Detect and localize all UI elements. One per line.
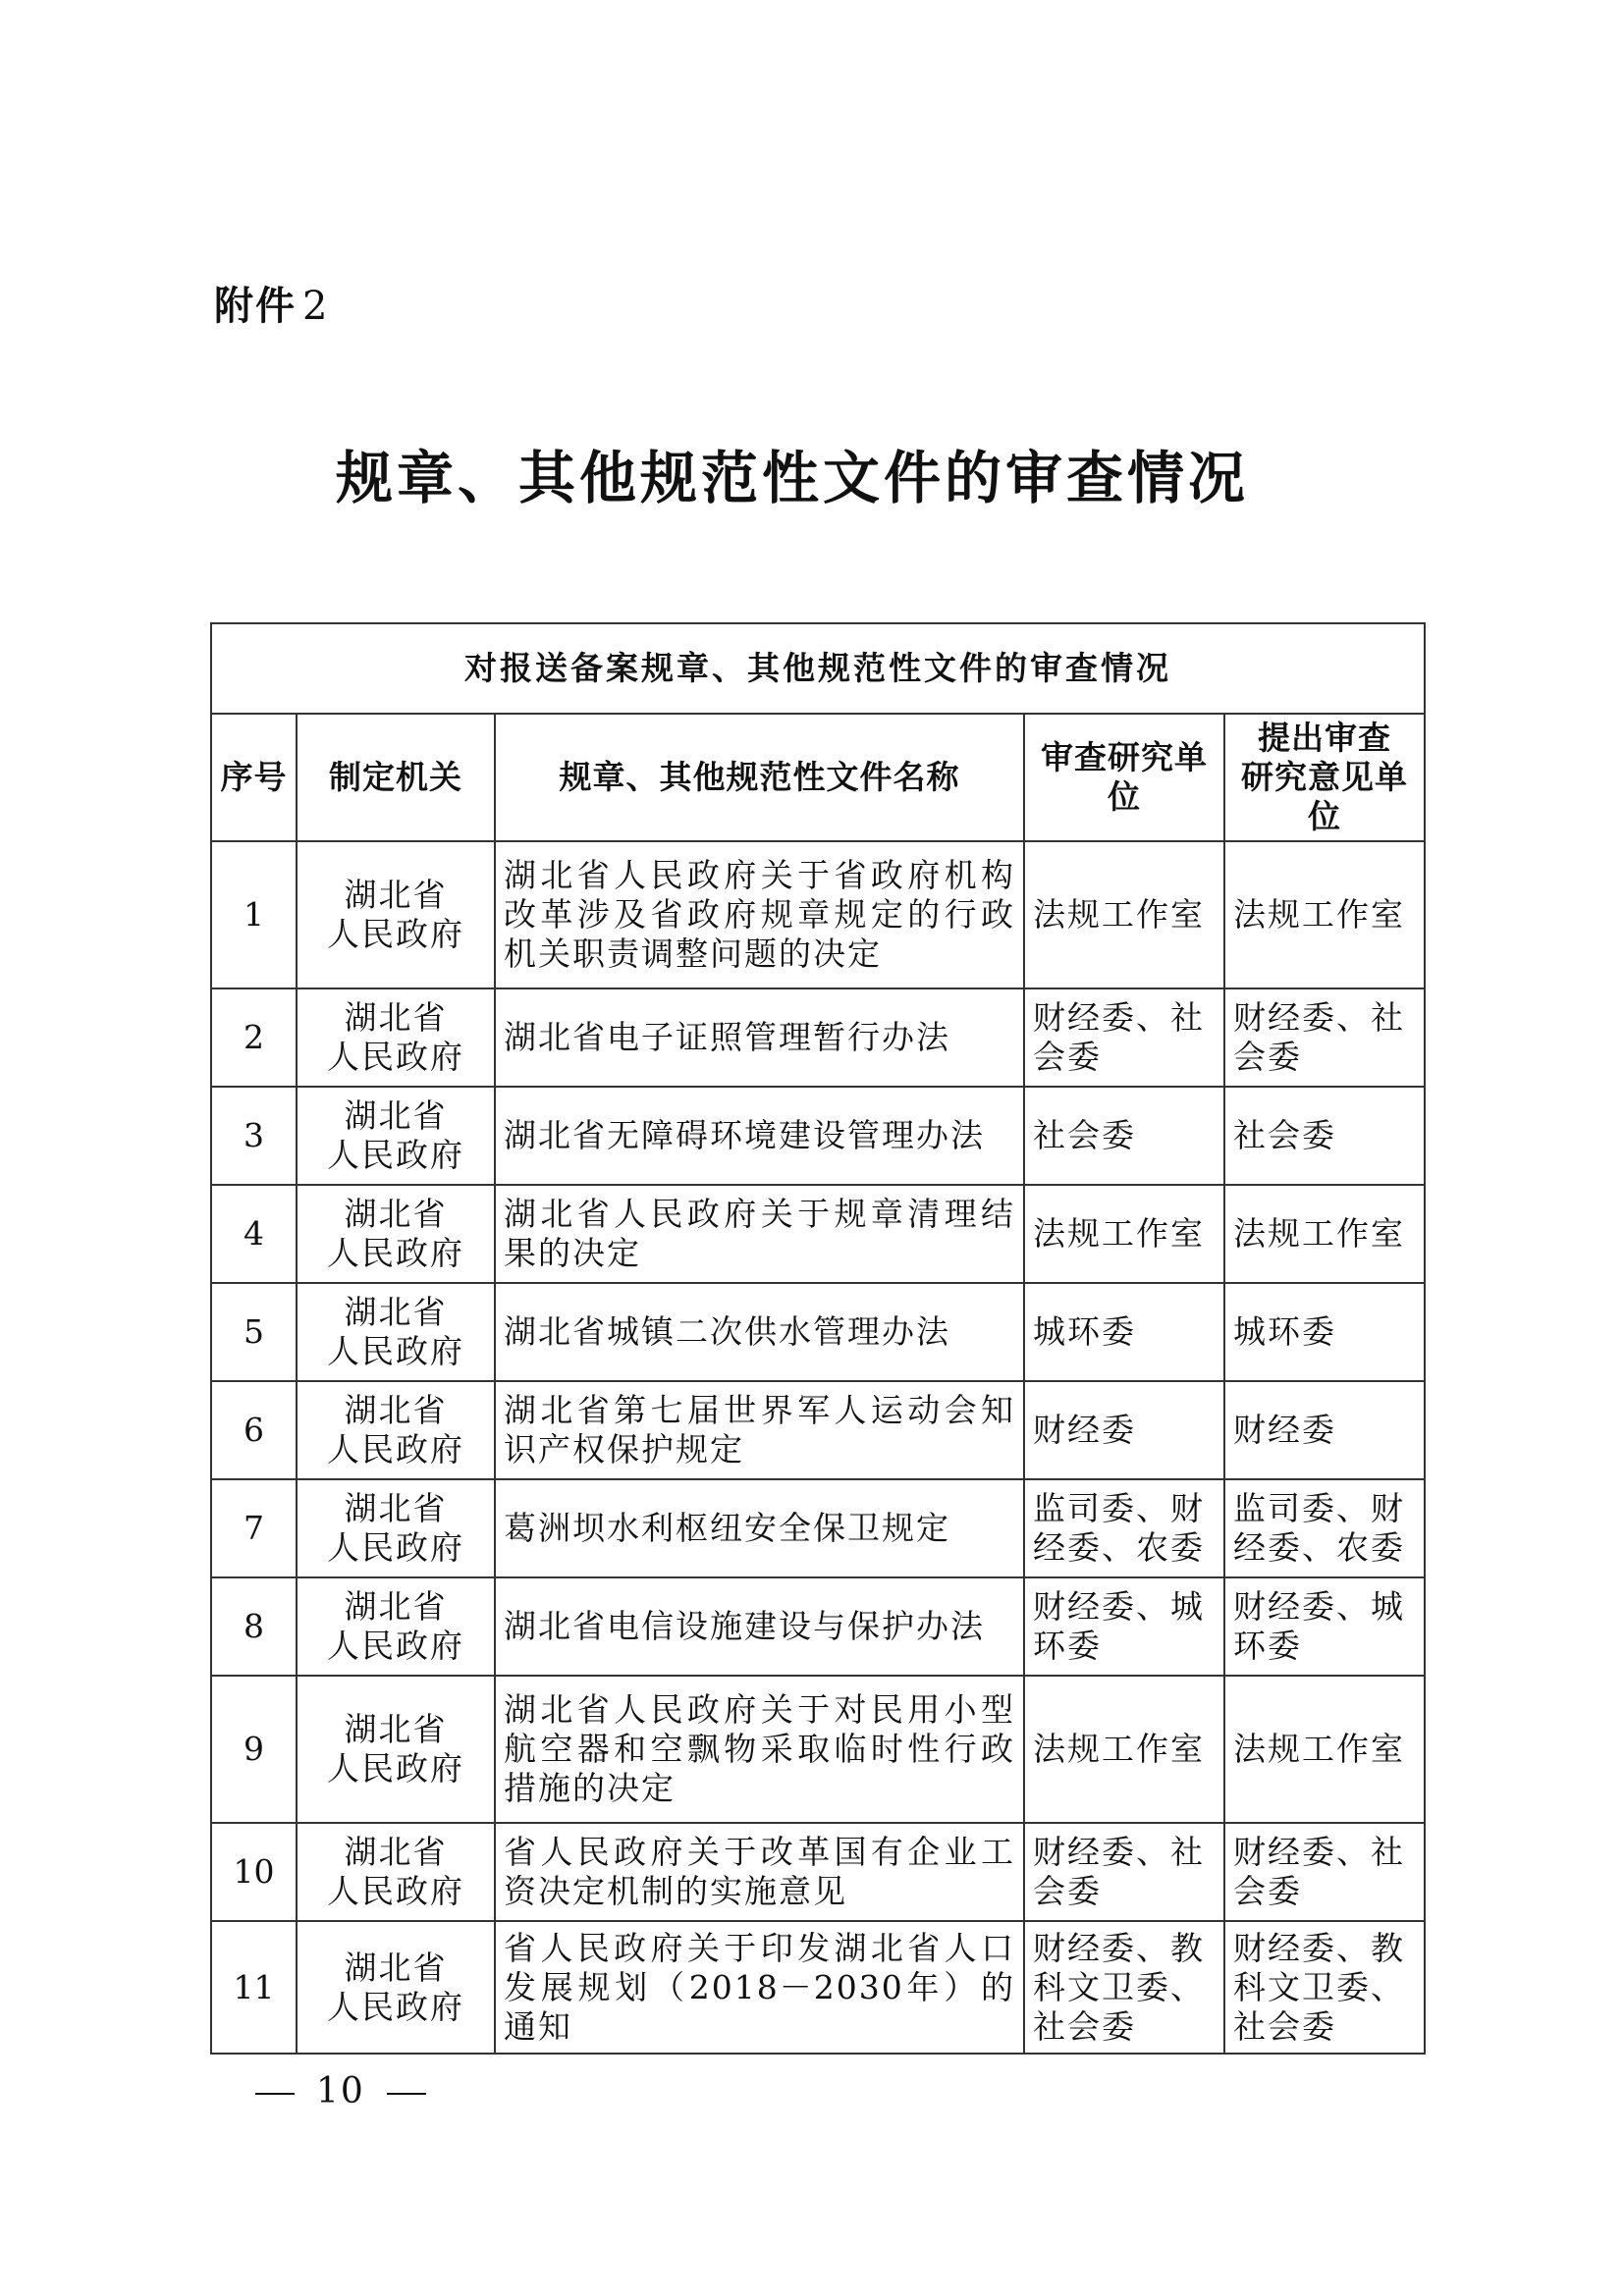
- cell-review-unit: 城环委: [1024, 1283, 1224, 1381]
- cell-document-name: 湖北省城镇二次供水管理办法: [495, 1283, 1024, 1381]
- cell-org-line1: 湖北省: [344, 1195, 448, 1233]
- cell-review-unit: 财经委、教科文卫委、社会委: [1024, 1921, 1224, 2054]
- cell-seq: 4: [211, 1185, 297, 1283]
- page-title: 规章、其他规范性文件的审查情况: [335, 445, 1249, 511]
- header-proposer: [1224, 714, 1425, 841]
- table-row: [211, 841, 1425, 988]
- table-row: [211, 1921, 1425, 2054]
- cell-org-line1: 湖北省: [344, 998, 448, 1037]
- table-header-row: [211, 714, 1425, 841]
- cell-org-line2: 人民政府: [327, 1430, 464, 1468]
- cell-seq: 9: [211, 1676, 297, 1823]
- attachment-text: 附件: [214, 284, 297, 329]
- table-caption: 对报送备案规章、其他规范性文件的审查情况: [211, 623, 1425, 714]
- cell-org-line2: 人民政府: [327, 915, 464, 953]
- table-caption-row: [211, 623, 1425, 714]
- table-row: [211, 1087, 1425, 1185]
- cell-document-name: 湖北省人民政府关于对民用小型航空器和空飘物采取临时性行政措施的决定: [495, 1676, 1024, 1823]
- footer-dash-right: [387, 2093, 426, 2095]
- cell-org-line1: 湖北省: [344, 1948, 448, 1987]
- cell-document-name: 湖北省第七届世界军人运动会知识产权保护规定: [495, 1381, 1024, 1479]
- cell-review-unit: 财经委、城环委: [1024, 1577, 1224, 1676]
- cell-proposer-unit: 法规工作室: [1224, 1676, 1425, 1823]
- cell-org-line1: 湖北省: [344, 1489, 448, 1527]
- table-body: [211, 841, 1425, 2054]
- cell-org-line1: 湖北省: [344, 1391, 448, 1429]
- cell-proposer-unit: 法规工作室: [1224, 1185, 1425, 1283]
- cell-org: [297, 988, 495, 1087]
- cell-org-line2: 人民政府: [327, 1987, 464, 2026]
- cell-org-line1: 湖北省: [344, 1833, 448, 1871]
- cell-org: [297, 1577, 495, 1676]
- cell-org: [297, 1823, 495, 1921]
- cell-document-name: 省人民政府关于印发湖北省人口发展规划（2018－2030年）的通知: [495, 1921, 1024, 2054]
- header-proposer-line1: 提出审查: [1258, 719, 1392, 757]
- cell-proposer-unit: 财经委、社会委: [1224, 1823, 1425, 1921]
- cell-proposer-unit: 财经委: [1224, 1381, 1425, 1479]
- table-row: [211, 1283, 1425, 1381]
- attachment-label: [214, 275, 329, 331]
- cell-org: [297, 1676, 495, 1823]
- cell-proposer-unit: 财经委、社会委: [1224, 988, 1425, 1087]
- cell-review-unit: 财经委、社会委: [1024, 988, 1224, 1087]
- table-row: [211, 1185, 1425, 1283]
- header-unit: 审查研究单位: [1024, 714, 1224, 841]
- table-row: [211, 988, 1425, 1087]
- cell-org-line2: 人民政府: [327, 1234, 464, 1272]
- review-table: [210, 622, 1426, 2055]
- cell-proposer-unit: 法规工作室: [1224, 841, 1425, 988]
- table-row: [211, 1676, 1425, 1823]
- attachment-number: 2: [302, 284, 330, 329]
- cell-review-unit: 监司委、财经委、农委: [1024, 1479, 1224, 1577]
- cell-review-unit: 法规工作室: [1024, 841, 1224, 988]
- cell-org-line1: 湖北省: [344, 1293, 448, 1331]
- cell-org: [297, 1381, 495, 1479]
- header-name: 规章、其他规范性文件名称: [495, 714, 1024, 841]
- cell-document-name: 葛洲坝水利枢纽安全保卫规定: [495, 1479, 1024, 1577]
- cell-document-name: 省人民政府关于改革国有企业工资决定机制的实施意见: [495, 1823, 1024, 1921]
- cell-org-line2: 人民政府: [327, 1332, 464, 1370]
- table-row: [211, 1381, 1425, 1479]
- cell-org-line2: 人民政府: [327, 1136, 464, 1174]
- cell-seq: 5: [211, 1283, 297, 1381]
- cell-org-line2: 人民政府: [327, 1627, 464, 1665]
- cell-review-unit: 财经委: [1024, 1381, 1224, 1479]
- cell-org: [297, 1185, 495, 1283]
- page-footer: [255, 2071, 426, 2111]
- cell-proposer-unit: 城环委: [1224, 1283, 1425, 1381]
- cell-review-unit: 法规工作室: [1024, 1185, 1224, 1283]
- cell-proposer-unit: 监司委、财经委、农委: [1224, 1479, 1425, 1577]
- cell-org-line2: 人民政府: [327, 1528, 464, 1567]
- cell-org-line2: 人民政府: [327, 1038, 464, 1076]
- cell-document-name: 湖北省人民政府关于省政府机构改革涉及省政府规章规定的行政机关职责调整问题的决定: [495, 841, 1024, 988]
- cell-proposer-unit: 财经委、城环委: [1224, 1577, 1425, 1676]
- cell-document-name: 湖北省电子证照管理暂行办法: [495, 988, 1024, 1087]
- cell-document-name: 湖北省人民政府关于规章清理结果的决定: [495, 1185, 1024, 1283]
- cell-org: [297, 1283, 495, 1381]
- cell-seq: 10: [211, 1823, 297, 1921]
- cell-proposer-unit: 财经委、教科文卫委、社会委: [1224, 1921, 1425, 2054]
- table-row: [211, 1577, 1425, 1676]
- cell-proposer-unit: 社会委: [1224, 1087, 1425, 1185]
- cell-org-line1: 湖北省: [344, 1710, 448, 1748]
- header-proposer-line2: 研究意见单位: [1241, 758, 1409, 835]
- cell-org-line1: 湖北省: [344, 876, 448, 914]
- cell-org-line1: 湖北省: [344, 1587, 448, 1626]
- cell-org-line1: 湖北省: [344, 1096, 448, 1135]
- header-seq: 序号: [211, 714, 297, 841]
- header-org: 制定机关: [297, 714, 495, 841]
- cell-review-unit: 社会委: [1024, 1087, 1224, 1185]
- cell-org: [297, 841, 495, 988]
- cell-seq: 6: [211, 1381, 297, 1479]
- page-number: 10: [316, 2071, 365, 2111]
- cell-org: [297, 1921, 495, 2054]
- table-row: [211, 1823, 1425, 1921]
- cell-review-unit: 法规工作室: [1024, 1676, 1224, 1823]
- cell-seq: 8: [211, 1577, 297, 1676]
- footer-dash-left: [255, 2093, 295, 2095]
- cell-org: [297, 1479, 495, 1577]
- cell-document-name: 湖北省无障碍环境建设管理办法: [495, 1087, 1024, 1185]
- cell-org-line2: 人民政府: [327, 1872, 464, 1910]
- cell-seq: 1: [211, 841, 297, 988]
- cell-document-name: 湖北省电信设施建设与保护办法: [495, 1577, 1024, 1676]
- cell-seq: 11: [211, 1921, 297, 2054]
- cell-org: [297, 1087, 495, 1185]
- cell-seq: 7: [211, 1479, 297, 1577]
- cell-org-line2: 人民政府: [327, 1749, 464, 1788]
- cell-seq: 2: [211, 988, 297, 1087]
- cell-seq: 3: [211, 1087, 297, 1185]
- table-row: [211, 1479, 1425, 1577]
- cell-review-unit: 财经委、社会委: [1024, 1823, 1224, 1921]
